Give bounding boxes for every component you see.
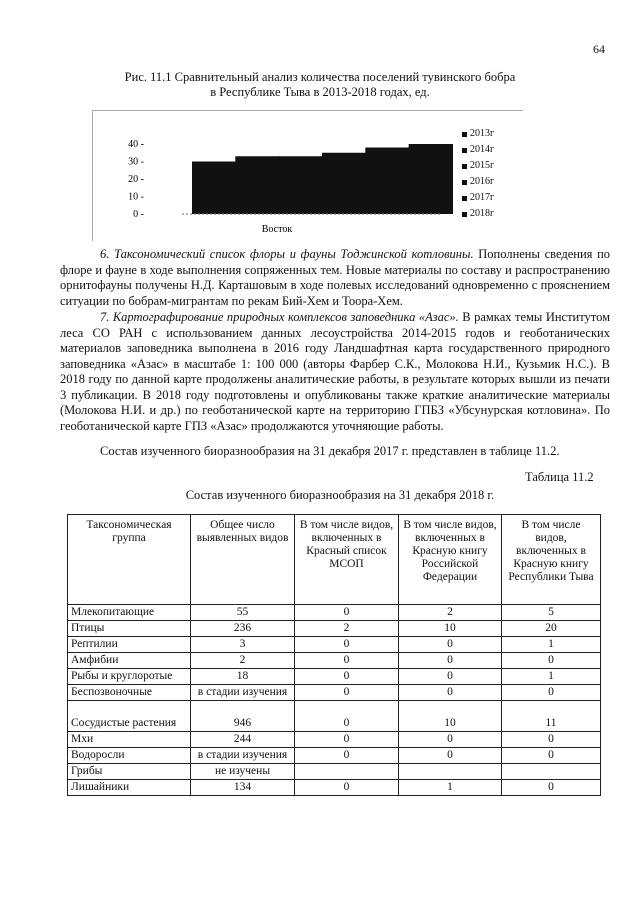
value-cell: в стадии изучения xyxy=(191,685,295,701)
taxon-cell: Амфибии xyxy=(68,653,191,669)
value-cell: 1 xyxy=(399,780,502,796)
header-rf-red-book: В том числе видов, включенных в Красную книгу Российской Федерации xyxy=(399,515,502,605)
value-cell: 2 xyxy=(191,653,295,669)
value-cell xyxy=(399,764,502,780)
value-cell: в стадии изучения xyxy=(191,748,295,764)
beaver-settlements-chart xyxy=(92,112,462,240)
legend-swatch xyxy=(462,196,467,201)
value-cell: 134 xyxy=(191,780,295,796)
biodiversity-table xyxy=(67,514,601,796)
table-label: Таблица 11.2 xyxy=(525,470,594,484)
y-tick-label: 20 - xyxy=(128,174,144,185)
taxon-cell: Млекопитающие xyxy=(68,605,191,621)
taxon-cell: Грибы xyxy=(68,764,191,780)
value-cell xyxy=(502,764,601,780)
taxon-cell: Рептилии xyxy=(68,637,191,653)
paragraph-7 xyxy=(60,310,610,434)
taxon-cell: Беспозвоночные xyxy=(68,685,191,701)
legend-swatch xyxy=(462,148,467,153)
value-cell: 0 xyxy=(399,653,502,669)
figure-caption xyxy=(60,70,580,100)
value-cell: 236 xyxy=(191,621,295,637)
table-row xyxy=(68,669,601,685)
value-cell: 0 xyxy=(502,780,601,796)
legend-label: 2018г xyxy=(470,208,495,219)
value-cell: 2 xyxy=(295,621,399,637)
taxon-cell: Мхи xyxy=(68,732,191,748)
value-cell: 0 xyxy=(295,669,399,685)
table-row xyxy=(68,780,601,796)
paragraph-6 xyxy=(60,247,610,309)
legend-item xyxy=(462,126,494,142)
value-cell: 0 xyxy=(502,748,601,764)
table-row xyxy=(68,764,601,780)
table-row xyxy=(68,605,601,621)
table-header-row xyxy=(68,515,601,605)
value-cell: 0 xyxy=(295,732,399,748)
value-cell: 0 xyxy=(399,748,502,764)
value-cell: 5 xyxy=(502,605,601,621)
paragraph-7-title: 7. Картографирование природных комплексов заповедника «Азас». xyxy=(100,310,459,324)
value-cell: 0 xyxy=(399,637,502,653)
table-row xyxy=(68,653,601,669)
legend-item xyxy=(462,206,494,222)
legend-swatch xyxy=(462,164,467,169)
header-iucn: В том числе видов, включенных в Красный список МСОП xyxy=(295,515,399,605)
category-label: Восток xyxy=(261,224,293,235)
value-cell: 20 xyxy=(502,621,601,637)
legend-label: 2017г xyxy=(470,192,495,203)
paragraph-6-body: Пополнены сведения по флоре и фауне в ходе выполнения сопряженных тем. Новые материалы по составу и распространению орнитофауны получены Н.Д. Карташовым в ходе полевых исследований одновременно с прояснением ситуации по бобрам-мигрантам по рекам Бий-Хем и Тоора-Хем. xyxy=(60,247,611,308)
value-cell: 0 xyxy=(399,669,502,685)
chart-legend xyxy=(462,126,494,222)
value-cell: 0 xyxy=(295,780,399,796)
value-cell: 0 xyxy=(295,653,399,669)
legend-swatch xyxy=(462,212,467,217)
value-cell: 55 xyxy=(191,605,295,621)
legend-label: 2016г xyxy=(470,176,495,187)
y-tick-label: 30 - xyxy=(128,156,144,168)
paragraph-7-body: В рамках темы Институтом леса СО РАН с использованием данных лесоустройства 2014-2015 годов и геоботанических материалов заповедника выполнена в 2016 году Ландшафтная карта государственного природного заповедника «Азас» в масштабе 1: 100 000 (авторы Фарбер С.К., Молокова Н.И., Кузьмик Н.С.). В 2018 году по данной карте продолжены аналитические работы, в результате которых вышли из печати 3 публикации. В 2018 году подготовлены и опубликованы также краткие аналитические материалы (Молокова Н.И. и др.) по геоботанической карте на территорию ГПБЗ «Убсунурская котловина». По геоботанической карте ГПЗ «Азас» продолжаются уточняющие работы. xyxy=(60,310,610,433)
figure-caption-line1: Рис. 11.1 Сравнительный анализ количества поселений тувинского бобра xyxy=(124,70,516,84)
y-tick-label: 0 - xyxy=(133,209,144,220)
taxon-cell: Рыбы и круглоротые xyxy=(68,669,191,685)
legend-item xyxy=(462,158,494,174)
value-cell: 946 xyxy=(191,701,295,732)
figure-caption-line2: в Республике Тыва в 2013-2018 годах, ед. xyxy=(210,85,430,99)
legend-label: 2013г xyxy=(470,128,495,139)
taxon-cell: Сосудистые растения xyxy=(68,701,191,732)
value-cell: 0 xyxy=(295,685,399,701)
bar-2018г xyxy=(409,144,453,214)
legend-label: 2015г xyxy=(470,160,495,171)
table-row xyxy=(68,748,601,764)
taxon-cell: Птицы xyxy=(68,621,191,637)
bar-2017г xyxy=(365,148,409,215)
value-cell: 1 xyxy=(502,669,601,685)
y-tick-label: 40 - xyxy=(128,139,144,150)
value-cell: 244 xyxy=(191,732,295,748)
table-title: Состав изученного биоразнообразия на 31 декабря 2018 г. xyxy=(185,488,495,502)
table-row xyxy=(68,685,601,701)
header-taxon-group: Таксономическая группа xyxy=(68,515,191,605)
value-cell: 3 xyxy=(191,637,295,653)
taxon-cell: Водоросли xyxy=(68,748,191,764)
value-cell: 0 xyxy=(295,637,399,653)
value-cell: 0 xyxy=(399,732,502,748)
legend-label: 2014г xyxy=(470,144,495,155)
value-cell: не изучены xyxy=(191,764,295,780)
y-tick-label: 10 - xyxy=(128,191,144,203)
value-cell: 1 xyxy=(502,637,601,653)
value-cell: 2 xyxy=(399,605,502,621)
legend-swatch xyxy=(462,180,467,185)
taxon-cell: Лишайники xyxy=(68,780,191,796)
value-cell: 18 xyxy=(191,669,295,685)
value-cell: 0 xyxy=(502,732,601,748)
value-cell: 10 xyxy=(399,621,502,637)
value-cell: 0 xyxy=(295,701,399,732)
bar-2014г xyxy=(235,156,279,214)
paragraph-6-title: 6. Таксономический список флоры и фауны Тоджинской котловины. xyxy=(100,247,474,261)
header-total-species: Общее число выявленных видов xyxy=(191,515,295,605)
table-row xyxy=(68,621,601,637)
value-cell: 0 xyxy=(502,685,601,701)
legend-item xyxy=(462,174,494,190)
paragraph-composition-text: Состав изученного биоразнообразия на 31 декабря 2017 г. представлен в таблице 11.2. xyxy=(100,444,560,458)
value-cell: 0 xyxy=(399,685,502,701)
value-cell: 0 xyxy=(295,605,399,621)
value-cell: 11 xyxy=(502,701,601,732)
paragraph-composition xyxy=(60,444,610,460)
value-cell: 10 xyxy=(399,701,502,732)
value-cell: 0 xyxy=(502,653,601,669)
bar-2015г xyxy=(279,156,323,214)
bar-2016г xyxy=(322,153,366,214)
value-cell xyxy=(295,764,399,780)
legend-item xyxy=(462,142,494,158)
value-cell: 0 xyxy=(295,748,399,764)
legend-item xyxy=(462,190,494,206)
header-tyva-red-book: В том числе видов, включенных в Красную книгу Республики Тыва xyxy=(502,515,601,605)
table-row xyxy=(68,732,601,748)
bar-2013г xyxy=(192,162,236,215)
page-number: 64 xyxy=(593,42,605,56)
legend-swatch xyxy=(462,132,467,137)
table-row xyxy=(68,637,601,653)
table-row xyxy=(68,701,601,732)
